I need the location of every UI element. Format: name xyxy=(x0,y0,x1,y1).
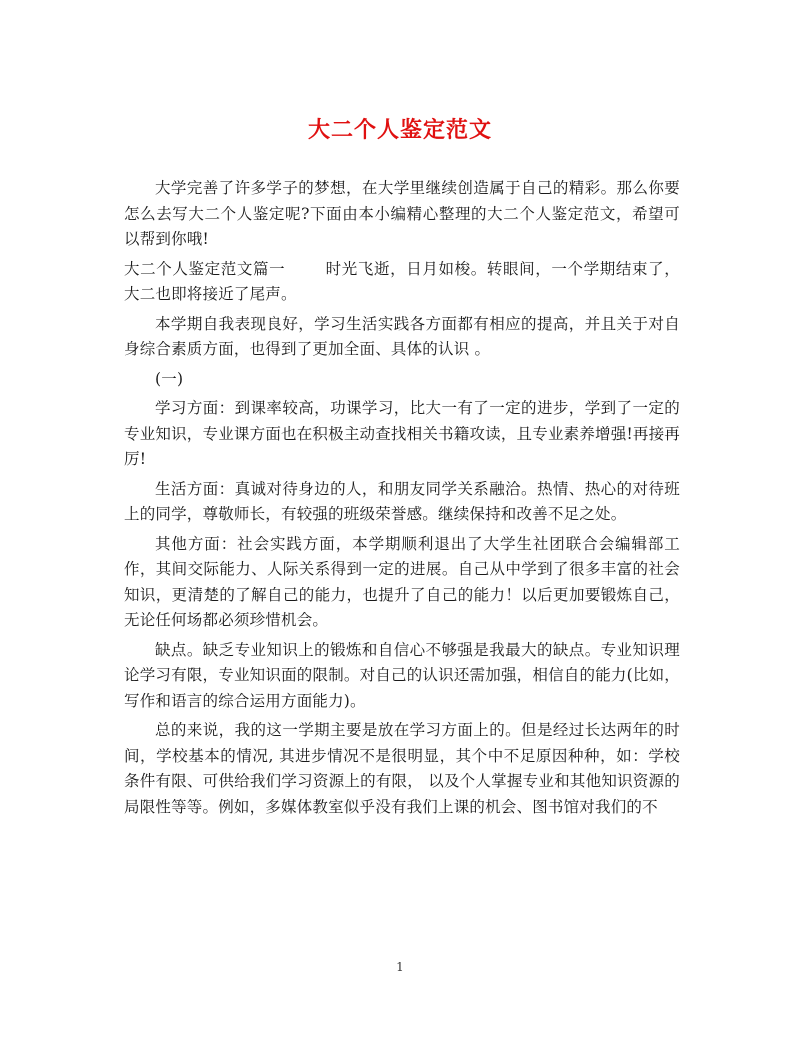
study-paragraph: 学习方面：到课率较高，功课学习，比大一有了一定的进步，学到了一定的专业知识，专业课方面也在积极主动查找相关书籍攻读，且专业素养增强!再接再厉! xyxy=(124,399,680,468)
section-intro: 时光飞逝，日月如梭。转眼间，一个学期结束了，大二也即将接近了尾声。 xyxy=(124,259,680,303)
intro-paragraph: 大学完善了许多学子的梦想，在大学里继续创造属于自己的精彩。那么你要怎么去写大二个人鉴定呢?下面由本小编精心整理的大二个人鉴定范文，希望可以帮到你哦! xyxy=(124,179,680,248)
section-heading: 大二个人鉴定范文篇一 xyxy=(124,259,286,278)
section-heading-paragraph xyxy=(124,257,680,308)
subsection-marker: (一) xyxy=(155,369,184,388)
summary-paragraph: 总的来说，我的这一学期主要是放在学习方面上的。但是经过长达两年的时间，学校基本的情况, 其进步情况不是很明显，其个中不足原因种种，如：学校条件有限、可供给我们学习资源上的有限， 以及个人掌握专业和其他知识资源的局限性等等。例如，多媒体教室似乎没有我们上课的机会、图书馆对我们的不 xyxy=(124,721,680,816)
weakness-paragraph: 缺点。缺乏专业知识上的锻炼和自信心不够强是我最大的缺点。专业知识理论学习有限，专业知识面的限制。对自己的认识还需加强，相信自的能力(比如，写作和语言的综合运用方面能力)。 xyxy=(124,640,680,710)
page-number: 1 xyxy=(396,960,404,974)
life-paragraph: 生活方面：真诚对待身边的人，和朋友同学关系融洽。热情、热心的对待班上的同学，尊敬师长，有较强的班级荣誉感。继续保持和改善不足之处。 xyxy=(124,479,680,523)
document-title: 大二个人鉴定范文 xyxy=(307,117,492,143)
self-performance-paragraph: 本学期自我表现良好，学习生活实践各方面都有相应的提高，并且关于对自身综合素质方面，也得到了更加全面、具体的认识 。 xyxy=(124,314,680,358)
document-body xyxy=(124,176,680,824)
other-paragraph: 其他方面：社会实践方面，本学期顺利退出了大学生社团联合会编辑部工作，其间交际能力、人际关系得到一定的进展。自己从中学到了很多丰富的社会知识，更清楚的了解自己的能力，也提升了自己的能力！以后更加要锻炼自己，无论任何场都必须珍惜机会。 xyxy=(124,534,680,629)
